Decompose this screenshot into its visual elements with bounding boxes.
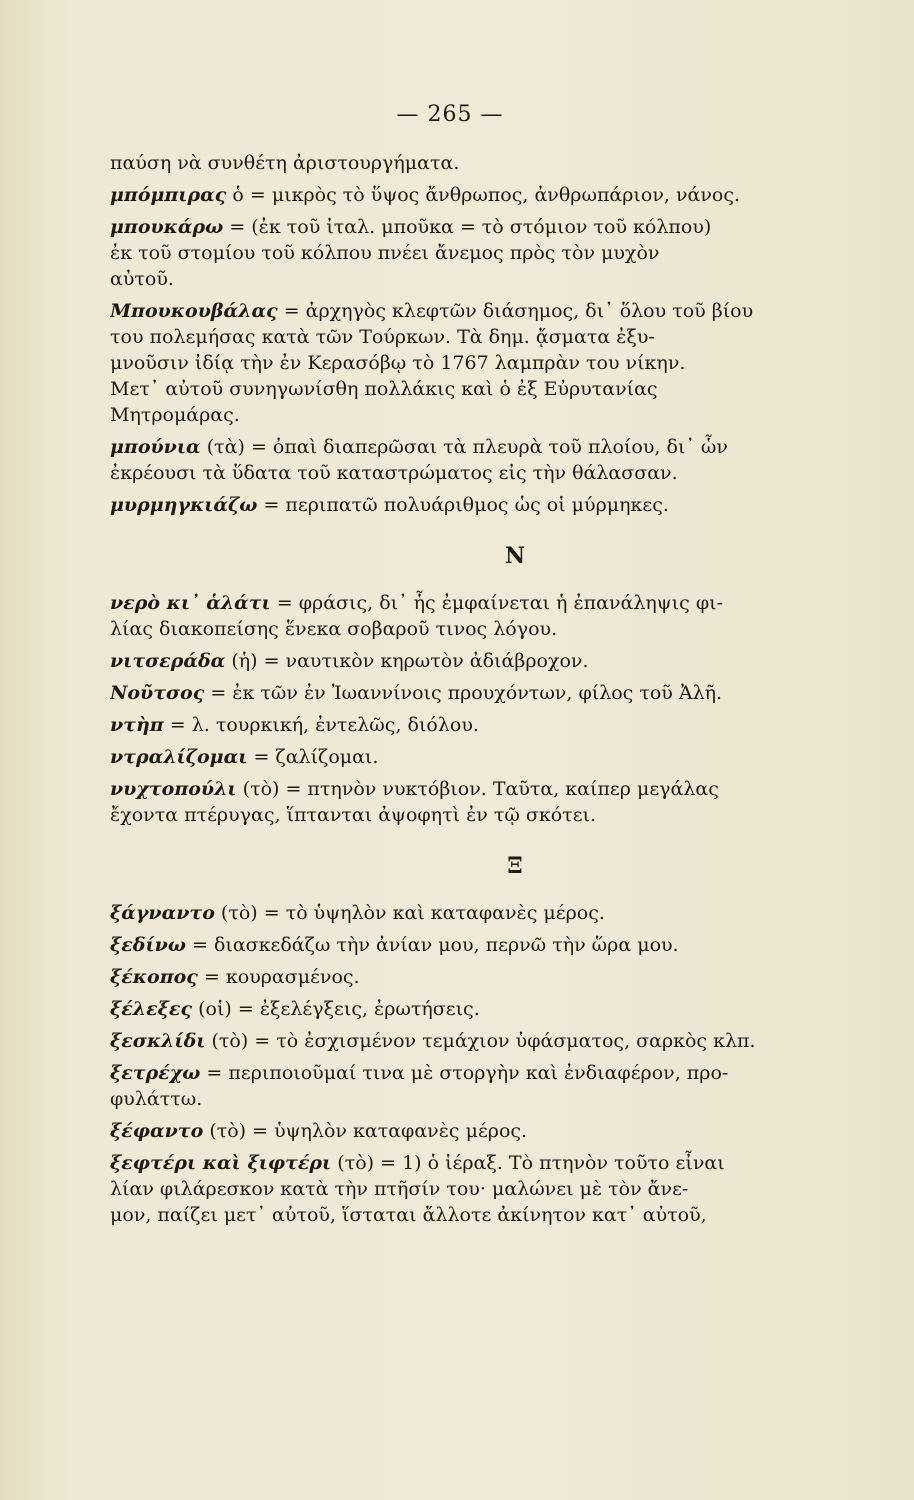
entry-definition: = περιπατῶ πολυάριθμος ὡς οἱ μύρμηκες. bbox=[263, 494, 669, 516]
entry-term: μπόμπιρας bbox=[110, 184, 227, 206]
entry-ntralizomai bbox=[110, 744, 800, 770]
entry-definition: = φράσις, δι᾿ ἧς ἐμφαίνεται ἡ ἐπανάληψις φι- bbox=[276, 592, 723, 614]
entry-definition: (τὸ) = τὸ ὑψηλὸν καὶ καταφανὲς μέρος. bbox=[220, 902, 605, 924]
entry-term: μπούνια bbox=[110, 436, 201, 458]
continuation-line: παύση νὰ συνθέτη ἀριστουργήματα. bbox=[110, 152, 460, 174]
section-letter-n: Ν bbox=[504, 543, 526, 569]
entry-definition: = διασκεδάζω τὴν ἀνίαν μου, περνῶ τὴν ὥρα μου. bbox=[192, 934, 679, 956]
entry-mpoukouvalas bbox=[110, 298, 800, 428]
entry-nero-ki-alati bbox=[110, 590, 800, 642]
entry-term: Μπουκουβάλας bbox=[110, 300, 278, 322]
entry-definition: (ἡ) = ναυτικὸν κηρωτὸν ἀδιάβροχον. bbox=[231, 650, 589, 672]
entry-term: ξέκοπος bbox=[110, 966, 198, 988]
entry-definition-line: λίαν φιλάρεσκον κατὰ τὴν πτῆσίν του· μαλώνει μὲ τὸν ἄνε- bbox=[110, 1178, 689, 1200]
entry-definition: ὁ = μικρὸς τὸ ὕψος ἄνθρωπος, ἀνθρωπάριον, νάνος. bbox=[232, 184, 741, 206]
entry-xedino bbox=[110, 932, 800, 958]
entry-xesklidi bbox=[110, 1028, 800, 1054]
entry-mpompiras bbox=[110, 182, 800, 208]
entry-term: ξεσκλίδι bbox=[110, 1030, 206, 1052]
entry-term: νερὸ κι᾿ ἁλάτι bbox=[110, 592, 271, 614]
entry-definition-line: Μητρομάρας. bbox=[110, 404, 240, 426]
entry-term: ξεδίνω bbox=[110, 934, 186, 956]
entry-definition-line: ἐκ τοῦ στομίου τοῦ κόλπου πνέει ἄνεμος πρὸς τὸν μυχὸν bbox=[110, 242, 660, 264]
dictionary-text bbox=[110, 150, 800, 1234]
section-letter-x: Ξ bbox=[507, 853, 523, 879]
entry-noutsos bbox=[110, 680, 800, 706]
entry-definition-line: μον, παίζει μετ᾿ αὐτοῦ, ἵσταται ἄλλοτε ἀκίνητον κατ᾿ αὐτοῦ, bbox=[110, 1204, 707, 1226]
entry-ntip bbox=[110, 712, 800, 738]
entry-term: νυχτοπούλι bbox=[110, 778, 237, 800]
entry-definition: (τὸ) = 1) ὁ ἱέραξ. Τὸ πτηνὸν τοῦτο εἶναι bbox=[337, 1152, 725, 1174]
entry-term: ξάγναντο bbox=[110, 902, 215, 924]
entry-xekopos bbox=[110, 964, 800, 990]
entry-xelexes bbox=[110, 996, 800, 1022]
entry-definition-line: φυλάττω. bbox=[110, 1088, 203, 1110]
entry-xefteri bbox=[110, 1150, 800, 1228]
entry-definition: (οἱ) = ἐξελέγξεις, ἐρωτήσεις. bbox=[198, 998, 480, 1020]
entry-xefanto bbox=[110, 1118, 800, 1144]
entry-term: μυρμηγκιάζω bbox=[110, 494, 258, 516]
entry-definition: (τὰ) = ὀπαὶ διαπερῶσαι τὰ πλευρὰ τοῦ πλοίου, δι᾿ ὧν bbox=[206, 436, 728, 458]
entry-definition: = περιποιοῦμαί τινα μὲ στοργὴν καὶ ἐνδιαφέρον, προ- bbox=[206, 1062, 729, 1084]
entry-xagnanto bbox=[110, 900, 800, 926]
entry-definition: = λ. τουρκική, ἐντελῶς, διόλου. bbox=[169, 714, 479, 736]
entry-definition-line: μνοῦσιν ἰδίᾳ τὴν ἐν Κερασόβῳ τὸ 1767 λαμπρὰν του νίκην. bbox=[110, 352, 686, 374]
entry-definition: = (ἐκ τοῦ ἰταλ. μποῦκα = τὸ στόμιον τοῦ κόλπου) bbox=[229, 216, 712, 238]
entry-definition: (τὸ) = πτηνὸν νυκτόβιον. Ταῦτα, καίπερ μεγάλας bbox=[242, 778, 719, 800]
entry-term: Νοῦτσος bbox=[110, 682, 205, 704]
entry-definition-line: ἐκρέουσι τὰ ὕδατα τοῦ καταστρώματος εἰς τὴν θάλασσαν. bbox=[110, 462, 678, 484]
entry-nitserada bbox=[110, 648, 800, 674]
entry-xetrecho bbox=[110, 1060, 800, 1112]
entry-definition: = ζαλίζομαι. bbox=[253, 746, 379, 768]
entry-definition: (τὸ) = τὸ ἐσχισμένον τεμάχιον ὑφάσματος, σαρκὸς κλπ. bbox=[211, 1030, 756, 1052]
entry-definition-line: ἔχοντα πτέρυγας, ἵπτανται ἀψοφητὶ ἐν τῷ σκότει. bbox=[110, 804, 597, 826]
entry-definition-line: αὐτοῦ. bbox=[110, 268, 174, 290]
entry-term: μπουκάρω bbox=[110, 216, 224, 238]
entry-mpoukaro bbox=[110, 214, 800, 292]
entry-term: ξεφτέρι καὶ ξιφτέρι bbox=[110, 1152, 332, 1174]
entry-myrmigkiazo bbox=[110, 492, 800, 518]
entry-definition-line: λίας διακοπείσης ἕνεκα σοβαροῦ τινος λόγου. bbox=[110, 618, 558, 640]
entry-definition: = ἐκ τῶν ἐν Ἰωαννίνοις προυχόντων, φίλος τοῦ Ἀλῆ. bbox=[210, 682, 723, 704]
entry-term: ξετρέχω bbox=[110, 1062, 201, 1084]
entry-nychtopouli bbox=[110, 776, 800, 828]
entry-mpounia bbox=[110, 434, 800, 486]
entry-definition-line: Μετ᾿ αὐτοῦ συνηγωνίσθη πολλάκις καὶ ὁ ἐξ Εὐρυτανίας bbox=[110, 378, 658, 400]
entry-term: ξέφαντο bbox=[110, 1120, 204, 1142]
entry-term: ξέλεξες bbox=[110, 998, 193, 1020]
entry-definition: = ἀρχηγὸς κλεφτῶν διάσημος, δι᾿ ὅλου τοῦ βίου bbox=[283, 300, 754, 322]
page-number: — 265 — bbox=[396, 102, 504, 127]
entry-definition-line: του πολεμήσας κατὰ τῶν Τούρκων. Τὰ δημ. ᾄσματα ἐξυ- bbox=[110, 326, 655, 348]
entry-term: ντραλίζομαι bbox=[110, 746, 248, 768]
entry-term: νιτσεράδα bbox=[110, 650, 226, 672]
entry-term: ντὴπ bbox=[110, 714, 164, 736]
entry-definition: (τὸ) = ὑψηλὸν καταφανὲς μέρος. bbox=[209, 1120, 528, 1142]
entry-definition: = κουρασμένος. bbox=[203, 966, 360, 988]
